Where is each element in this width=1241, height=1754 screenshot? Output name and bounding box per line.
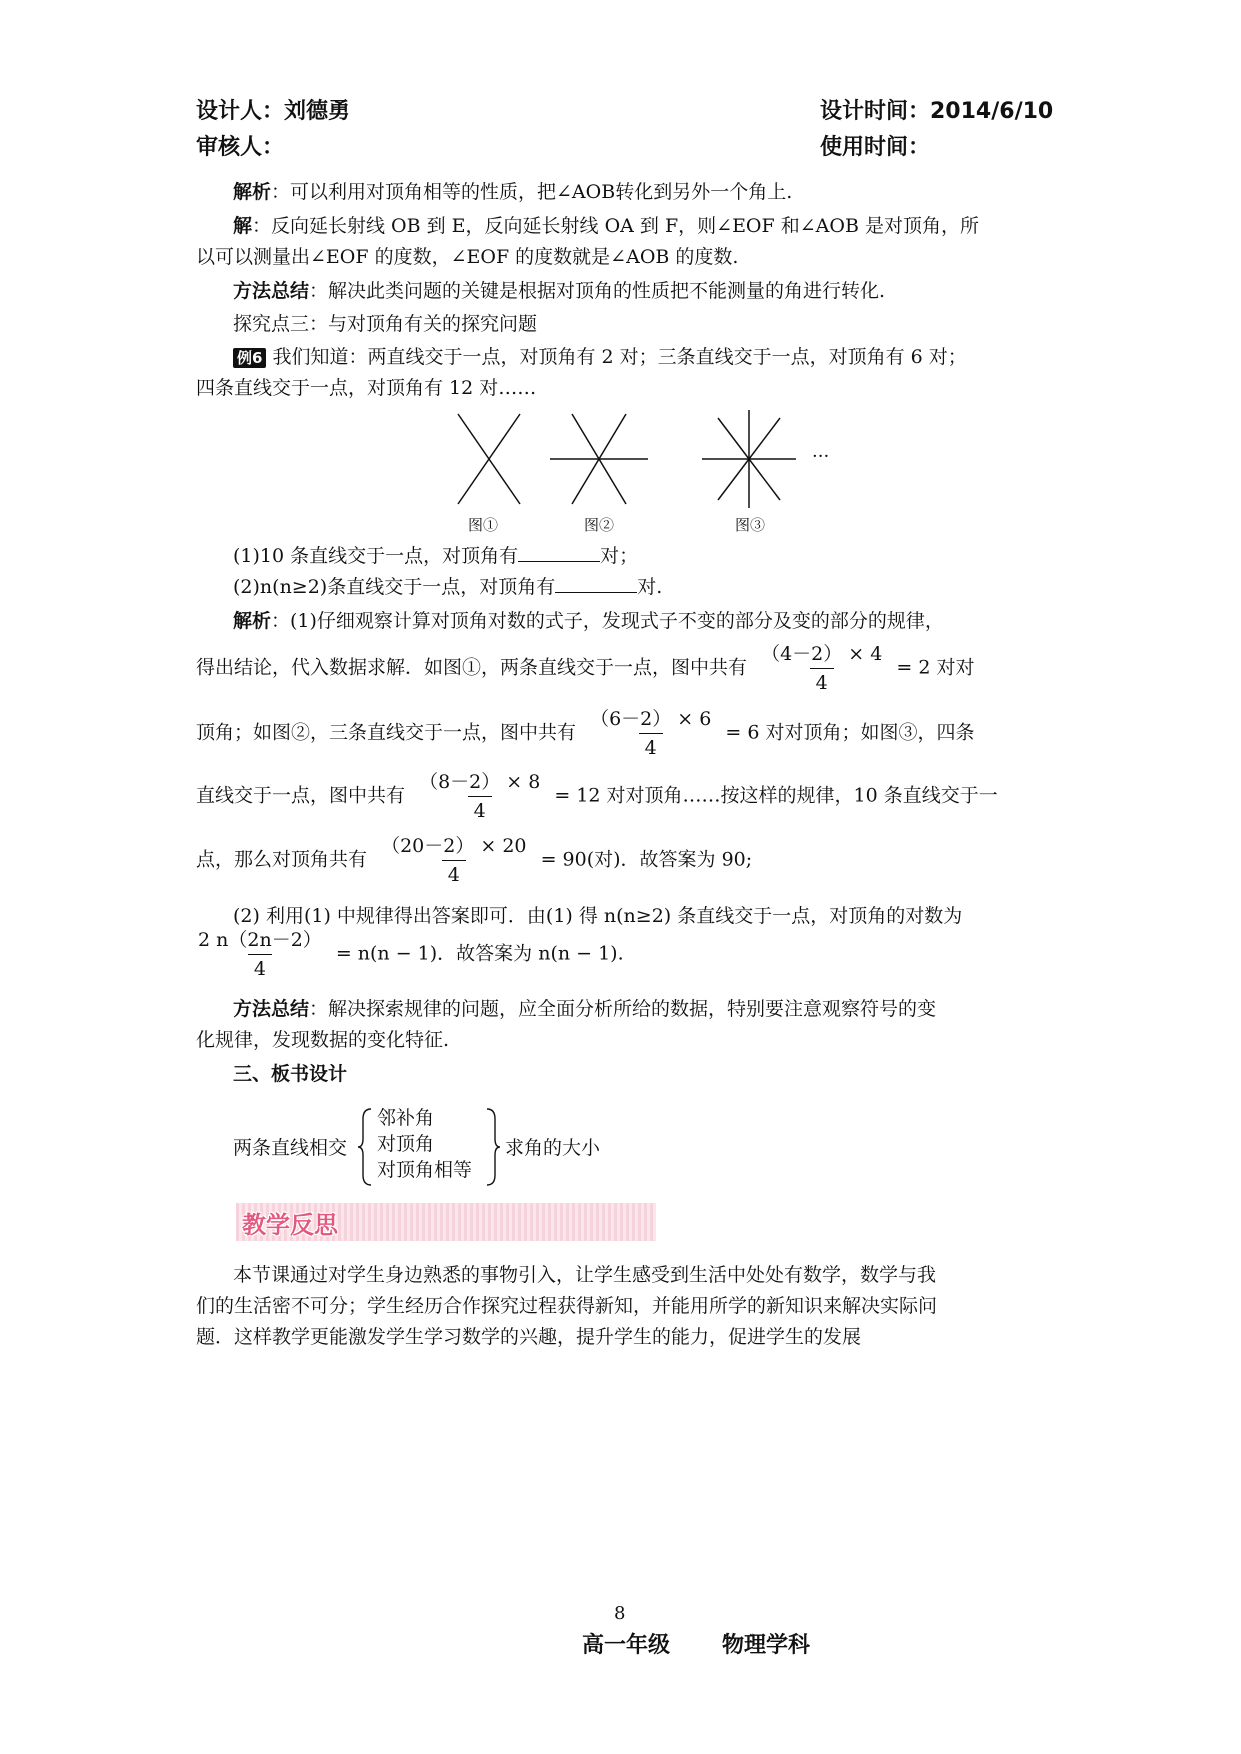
question-1: (1)10 条直线交于一点，对顶角有 对； [233,545,639,567]
analysis-2-line-3: 顶角；如图②，三条直线交于一点，图中共有 $\frac{(6-2) \times 6}{4}$ = 6 对对顶角；如图③，四条 [196,708,975,759]
analysis-2-line-5: 点，那么对顶角共有 $\frac{(20-2) \times 20}{4}$ = 90(对)．故答案为 90; [196,835,753,886]
figures-ellipsis: ··· [812,446,830,467]
figure-1-two-lines [458,414,520,504]
figure-3-four-lines [702,410,796,508]
right-brace [485,1107,501,1187]
left-brace [357,1107,373,1187]
example-6-line-2: 四条直线交于一点，对顶角有 12 对…… [196,377,537,399]
board-item-vertical-angles-equal: 对顶角相等 [377,1159,473,1181]
analysis-2-line-4: 直线交于一点，图中共有 $\frac{(8-2) \times 8}{4}$ = 12 对对顶角……按这样的规律，10 条直线交于一 [196,771,998,822]
reviewer: 审核人： [196,135,285,160]
method-summary-2-line-2: 化规律，发现数据的变化特征. [196,1029,450,1051]
fraction-5: $\frac{2 n(2n-2)}{4}$ [198,929,322,980]
analysis-2-line-2: 得出结论，代入数据求解．如图①，两条直线交于一点，图中共有 $\frac{(4-2) \times 4}{4}$ = 2 对对 [196,643,975,694]
figure-1-caption: 图① [468,516,499,534]
board-items [377,1105,472,1183]
reflection-line-1: 本节课通过对学生身边熟悉的事物引入，让学生感受到生活中处处有数学，数学与我 [233,1264,937,1286]
fraction-4: $\frac{(20-2) \times 20}{4}$ [381,835,527,886]
board-design-diagram [233,1107,753,1207]
teaching-reflection-banner [236,1203,656,1241]
answer-blank-1 [518,543,600,562]
board-item-adjacent-supplementary: 邻补角 [377,1107,435,1129]
board-right-text: 求角的大小 [505,1137,601,1159]
solution-line-2: 以可以测量出∠EOF 的度数，∠EOF 的度数就是∠AOB 的度数. [196,246,739,268]
analysis-2-line-1: 解析：(1)仔细观察计算对顶角对数的式子，发现式子不变的部分及变的部分的规律， [233,610,944,632]
footer-subject: 物理学科 [722,1633,811,1658]
fraction-3: $\frac{(8-2) \times 8}{4}$ [419,771,541,822]
method-summary-1: 方法总结：解决此类问题的关键是根据对顶角的性质把不能测量的角进行转化. [233,280,886,302]
analysis-2-line-6: (2) 利用(1) 中规律得出答案即可．由(1) 得 n(n≥2) 条直线交于一点，对顶角的对数为 [233,905,963,927]
reflection-line-3: 题．这样教学更能激发学生学习数学的兴趣，提升学生的能力，促进学生的发展 [196,1326,862,1348]
intersecting-lines-figures [440,408,840,508]
use-time: 使用时间： [820,135,931,160]
figure-2-caption: 图② [584,516,615,534]
analysis-1: 解析：可以利用对顶角相等的性质，把∠AOB转化到另外一个角上. [233,181,793,203]
board-item-vertical-angles: 对顶角 [377,1133,435,1155]
footer-grade: 高一年级 [582,1633,671,1658]
reflection-line-2: 们的生活密不可分；学生经历合作探究过程获得新知，并能用所学的新知识来解决实际问 [196,1295,938,1317]
figure-2-three-lines [550,414,648,504]
design-time: 设计时间：2014/6/10 [820,99,1054,124]
method-summary-2-line-1: 方法总结：解决探索规律的问题，应全面分析所给的数据，特别要注意观察符号的变 [233,998,937,1020]
example-badge: 例6 [233,348,266,368]
question-2: (2)n(n≥2)条直线交于一点，对顶角有 对. [233,576,663,598]
solution-line-1: 解：反向延长射线 OB 到 E，反向延长射线 OA 到 F，则∠EOF 和∠AOB 是对顶角，所 [233,215,979,237]
designer: 设计人：刘德勇 [196,99,351,124]
answer-blank-2 [555,574,637,593]
teaching-reflection-title: 教学反思 [242,1211,338,1239]
example-6-line-1: 例6 我们知道：两直线交于一点，对顶角有 2 对；三条直线交于一点，对顶角有 6 对； [233,343,967,371]
fraction-2: $\frac{(6-2) \times 6}{4}$ [590,708,712,759]
page-number: 8 [614,1603,626,1624]
analysis-2-line-7: $\frac{2 n(2n-2)}{4}$ = n(n − 1)．故答案为 n(n − 1). [190,928,624,981]
board-left-text: 两条直线相交 [233,1137,348,1159]
explore-point-3: 探究点三：与对顶角有关的探究问题 [233,313,538,335]
figure-3-caption: 图③ [735,516,766,534]
board-design-heading: 三、板书设计 [233,1063,348,1085]
fraction-1: $\frac{(4-2) \times 4}{4}$ [761,643,883,694]
